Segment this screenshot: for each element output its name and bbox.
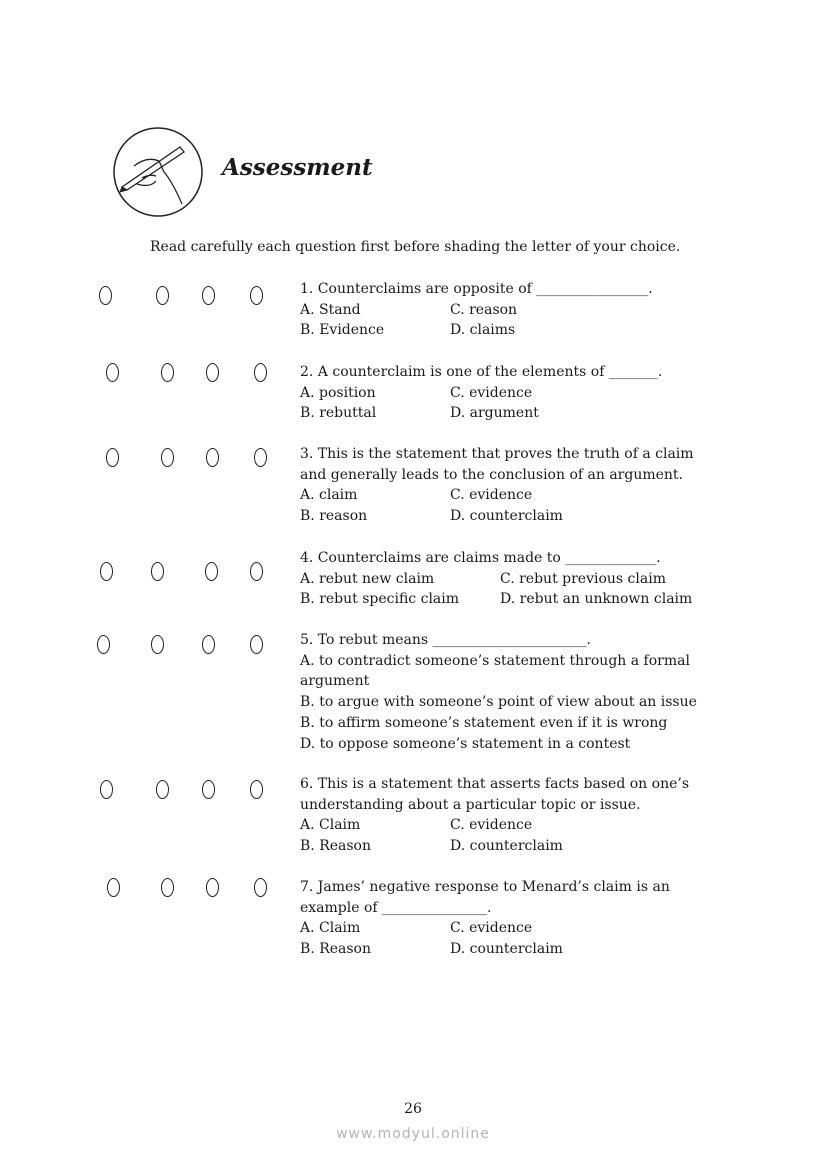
answer-bubble-q4-D[interactable] bbox=[250, 562, 263, 581]
answer-bubble-q2-C[interactable] bbox=[206, 363, 219, 382]
option-b: B. to argue with someone’s point of view about an issue bbox=[300, 694, 697, 711]
hand-writing-pencil-icon bbox=[112, 126, 204, 218]
question-stem: example of _______________. bbox=[300, 899, 492, 916]
option-a: A. rebut new claim bbox=[300, 570, 435, 587]
answer-bubble-q4-B[interactable] bbox=[151, 562, 164, 581]
instructions: Read carefully each question first before shading the letter of your choice. bbox=[150, 239, 681, 255]
option-d: D. to oppose someone’s statement in a contest bbox=[300, 735, 631, 752]
option-a: A. claim bbox=[300, 487, 358, 504]
watermark: www.modyul.online bbox=[336, 1126, 490, 1142]
answer-bubble-q2-D[interactable] bbox=[254, 363, 267, 382]
option-c: B. to affirm someone’s statement even if it is wrong bbox=[300, 714, 668, 731]
answer-bubble-q1-C[interactable] bbox=[202, 286, 215, 305]
answer-bubble-q5-C[interactable] bbox=[202, 635, 215, 654]
option-a-cont: argument bbox=[300, 673, 370, 690]
question-stem: 6. This is a statement that asserts facts based on one’s bbox=[300, 776, 690, 792]
option-b: B. Evidence bbox=[300, 322, 385, 339]
option-d: D. argument bbox=[450, 405, 539, 422]
option-a: A. Claim bbox=[300, 920, 361, 937]
option-c: C. evidence bbox=[450, 384, 533, 401]
question-6 bbox=[300, 774, 689, 857]
answer-bubble-q3-C[interactable] bbox=[206, 448, 219, 467]
option-d: D. claims bbox=[450, 322, 516, 339]
page-title: Assessment bbox=[222, 154, 373, 181]
option-b: B. Reason bbox=[300, 941, 371, 958]
answer-bubble-q2-B[interactable] bbox=[161, 363, 174, 382]
question-3 bbox=[300, 444, 694, 527]
answer-bubble-q7-D[interactable] bbox=[254, 878, 267, 897]
option-b: B. rebut specific claim bbox=[300, 591, 460, 608]
option-a: A. Stand bbox=[300, 301, 361, 318]
option-c: C. evidence bbox=[450, 487, 533, 504]
option-a: A. position bbox=[300, 384, 376, 401]
answer-bubble-q6-C[interactable] bbox=[202, 780, 215, 799]
option-b: B. reason bbox=[300, 508, 368, 525]
answer-bubble-q6-A[interactable] bbox=[100, 780, 113, 799]
question-4 bbox=[300, 548, 692, 610]
answer-bubble-q7-C[interactable] bbox=[206, 878, 219, 897]
question-stem: 5. To rebut means ______________________. bbox=[300, 632, 591, 648]
answer-bubble-q6-B[interactable] bbox=[156, 780, 169, 799]
option-a: A. Claim bbox=[300, 817, 361, 834]
answer-bubble-q6-D[interactable] bbox=[250, 780, 263, 799]
answer-bubble-q3-A[interactable] bbox=[106, 448, 119, 467]
question-stem: 3. This is the statement that proves the truth of a claim bbox=[300, 446, 694, 462]
answer-bubble-q3-D[interactable] bbox=[254, 448, 267, 467]
question-stem: 1. Counterclaims are opposite of ________________. bbox=[300, 281, 653, 297]
answer-bubble-q1-A[interactable] bbox=[99, 286, 112, 305]
option-c: C. reason bbox=[450, 301, 518, 318]
option-c: C. evidence bbox=[450, 817, 533, 834]
option-b: B. Reason bbox=[300, 838, 371, 855]
option-b: B. rebuttal bbox=[300, 405, 377, 422]
option-d: D. rebut an unknown claim bbox=[500, 591, 693, 608]
option-d: D. counterclaim bbox=[450, 838, 563, 855]
answer-bubble-q1-D[interactable] bbox=[250, 286, 263, 305]
answer-bubble-q2-A[interactable] bbox=[106, 363, 119, 382]
question-stem: and generally leads to the conclusion of an argument. bbox=[300, 466, 683, 483]
answer-bubble-q7-B[interactable] bbox=[161, 878, 174, 897]
question-5 bbox=[300, 630, 697, 754]
question-stem: 7. James’ negative response to Menard’s claim is an bbox=[300, 879, 670, 895]
question-7 bbox=[300, 877, 670, 960]
question-stem: 4. Counterclaims are claims made to _____________. bbox=[300, 550, 661, 566]
option-a: A. to contradict someone’s statement through a formal bbox=[300, 652, 690, 669]
answer-bubble-q4-C[interactable] bbox=[205, 562, 218, 581]
question-2 bbox=[300, 362, 662, 424]
answer-bubble-q5-A[interactable] bbox=[97, 635, 110, 654]
answer-bubble-q5-D[interactable] bbox=[250, 635, 263, 654]
answer-bubble-q1-B[interactable] bbox=[156, 286, 169, 305]
option-c: C. evidence bbox=[450, 920, 533, 937]
answer-bubble-q7-A[interactable] bbox=[107, 878, 120, 897]
option-d: D. counterclaim bbox=[450, 941, 563, 958]
answer-bubble-q3-B[interactable] bbox=[161, 448, 174, 467]
option-c: C. rebut previous claim bbox=[500, 570, 666, 587]
question-1 bbox=[300, 279, 653, 341]
question-stem: understanding about a particular topic or issue. bbox=[300, 796, 641, 813]
answer-bubble-q5-B[interactable] bbox=[151, 635, 164, 654]
option-d: D. counterclaim bbox=[450, 508, 563, 525]
page-number: 26 bbox=[404, 1101, 422, 1117]
question-stem: 2. A counterclaim is one of the elements of _______. bbox=[300, 364, 663, 380]
answer-bubble-q4-A[interactable] bbox=[100, 562, 113, 581]
